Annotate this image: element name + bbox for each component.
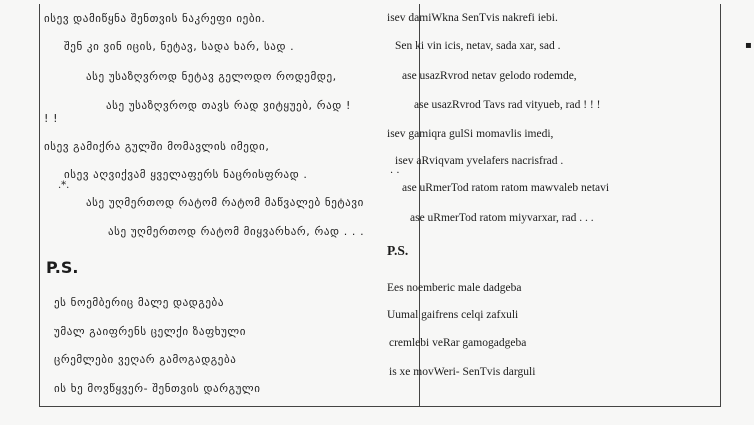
right-line-5: isev gamiqra gulSi momavlis imedi, (387, 128, 554, 140)
left-exclaim-tail: ! ! (44, 112, 59, 125)
right-line-7: ase uRmerTod ratom ratom mawvaleb netavi (402, 182, 610, 194)
right-line-1: isev damiWkna SenTvis nakrefi iebi. (387, 12, 558, 24)
margin-speck: ▪ (745, 40, 752, 51)
right-line-4: ase usazRvrod Tavs rad vityueb, rad ! ! ! (414, 99, 601, 111)
left-line-4: ასე უსაზღვროდ თავს რად ვიტყუებ, რად ! (106, 99, 351, 112)
left-line-8: ასე უღმერთოდ რატომ მიყვარხარ, რად . . . (108, 225, 365, 238)
left-ps-line-4: ის ხე მოვწყვერ- შენთვის დარგული (54, 382, 261, 395)
right-ps-line-3: cremlebi veRar gamogadgeba (389, 337, 527, 349)
right-line-3: ase usazRvrod netav gelodo rodemde, (402, 70, 577, 82)
right-ps-line-2: Uumal gaifrens celqi zafxuli (387, 309, 519, 321)
left-ps-line-1: ეს ნოემბერიც მალე დადგება (54, 296, 225, 309)
ink-speck-right: · · (390, 168, 400, 179)
left-line-1: ისევ დამიწყნა შენთვის ნაკრეფი იები. (44, 12, 266, 25)
left-line-3: ასე უსაზღვროდ ნეტავ გელოდო როდემდე, (86, 70, 337, 83)
left-ps-line-2: უმალ გაიფრენს ცელქი ზაფხული (54, 325, 247, 338)
right-line-8: ase uRmerTod ratom miyvarxar, rad . . . (410, 212, 594, 224)
left-ps-label: P.S. (46, 258, 79, 277)
right-line-2: Sen ki vin icis, netav, sada xar, sad . (395, 40, 561, 52)
right-ps-label: P.S. (387, 243, 409, 258)
left-ps-line-3: ცრემლები ვეღარ გამოგადგება (54, 353, 237, 366)
ink-speck: .*. (58, 180, 70, 191)
right-ps-line-4: is xe movWeri- SenTvis darguli (389, 366, 536, 378)
right-line-6: isev aRviqvam yvelafers nacrisfrad . (395, 155, 564, 167)
left-line-6: ისევ აღვიქვამ ყველაფერს ნაცრისფრად . (64, 168, 308, 181)
left-line-7: ასე უღმერთოდ რატომ რატომ მაწვალებ ნეტავი (86, 196, 364, 209)
left-line-5: ისევ გამიქრა გულში მომავლის იმედი, (44, 140, 270, 153)
left-line-2: შენ კი ვინ იცის, ნეტავ, სადა ხარ, სად . (64, 40, 295, 53)
right-ps-line-1: Ees noemberic male dadgeba (387, 282, 522, 294)
